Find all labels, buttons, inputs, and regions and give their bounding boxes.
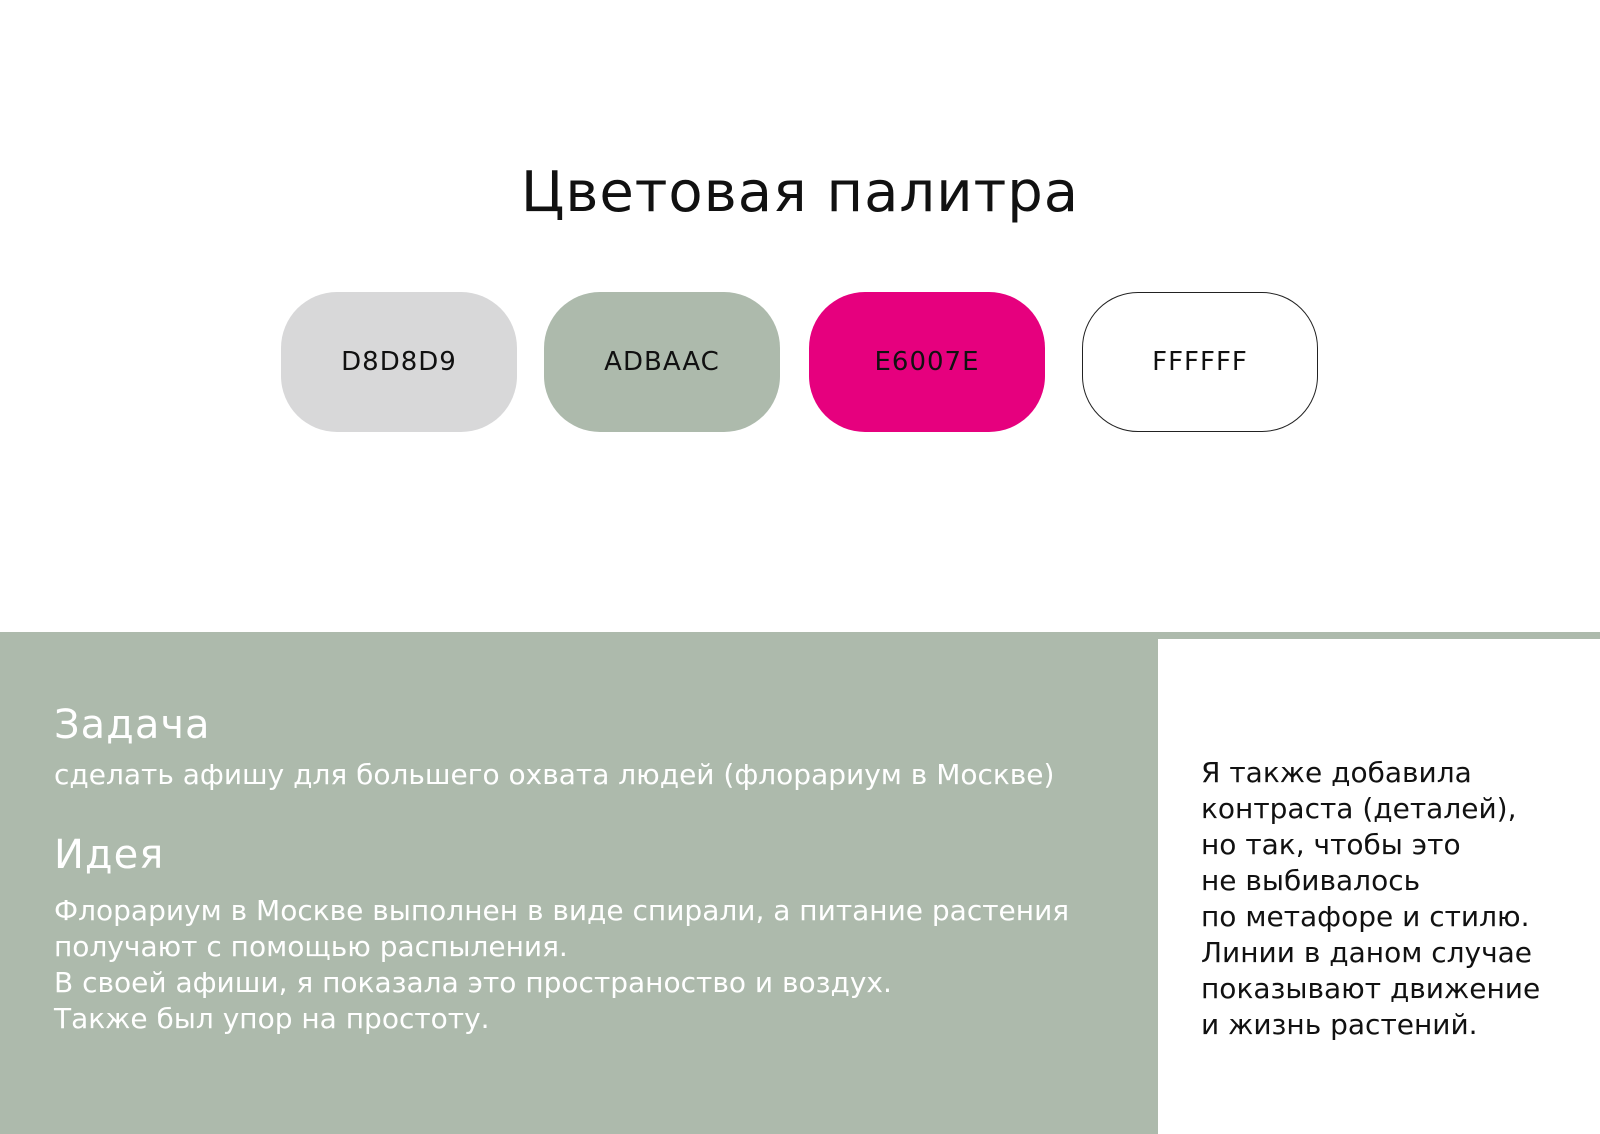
swatch-label: E6007E	[874, 347, 980, 377]
task-text: сделать афишу для большего охвата людей (флорариум в Москве)	[54, 758, 1055, 791]
color-swatch-adbaac	[544, 292, 780, 432]
color-swatch-e6007e	[809, 292, 1045, 432]
note-line: Линии в даном случае	[1201, 936, 1533, 969]
note-line: но так, чтобы это	[1201, 828, 1461, 861]
swatch-label: FFFFFF	[1152, 347, 1248, 377]
idea-line: получают с помощью распыления.	[54, 930, 568, 963]
swatch-label: ADBAAC	[604, 347, 720, 377]
note-text	[1201, 755, 1540, 1043]
note-line: показывают движение	[1201, 972, 1541, 1005]
idea-line: Также был упор на простоту.	[54, 1002, 490, 1035]
idea-text	[54, 893, 1069, 1037]
note-line: не выбивалось	[1201, 864, 1421, 897]
task-heading: Задача	[54, 702, 211, 748]
swatch-label: D8D8D9	[341, 347, 457, 377]
note-line: по метафоре и стилю.	[1201, 900, 1530, 933]
idea-heading: Идея	[54, 832, 165, 878]
note-line: Я также добавила	[1201, 756, 1472, 789]
note-line: контраста (деталей),	[1201, 792, 1517, 825]
idea-line: Флорариум в Москве выполнен в виде спирали, а питание растения	[54, 894, 1070, 927]
palette-title: Цветовая палитра	[520, 160, 1080, 225]
color-swatch-ffffff	[1082, 292, 1318, 432]
color-swatch-d8d8d9	[281, 292, 517, 432]
idea-line: В своей афиши, я показала это пространоство и воздух.	[54, 966, 892, 999]
note-line: и жизнь растений.	[1201, 1008, 1478, 1041]
